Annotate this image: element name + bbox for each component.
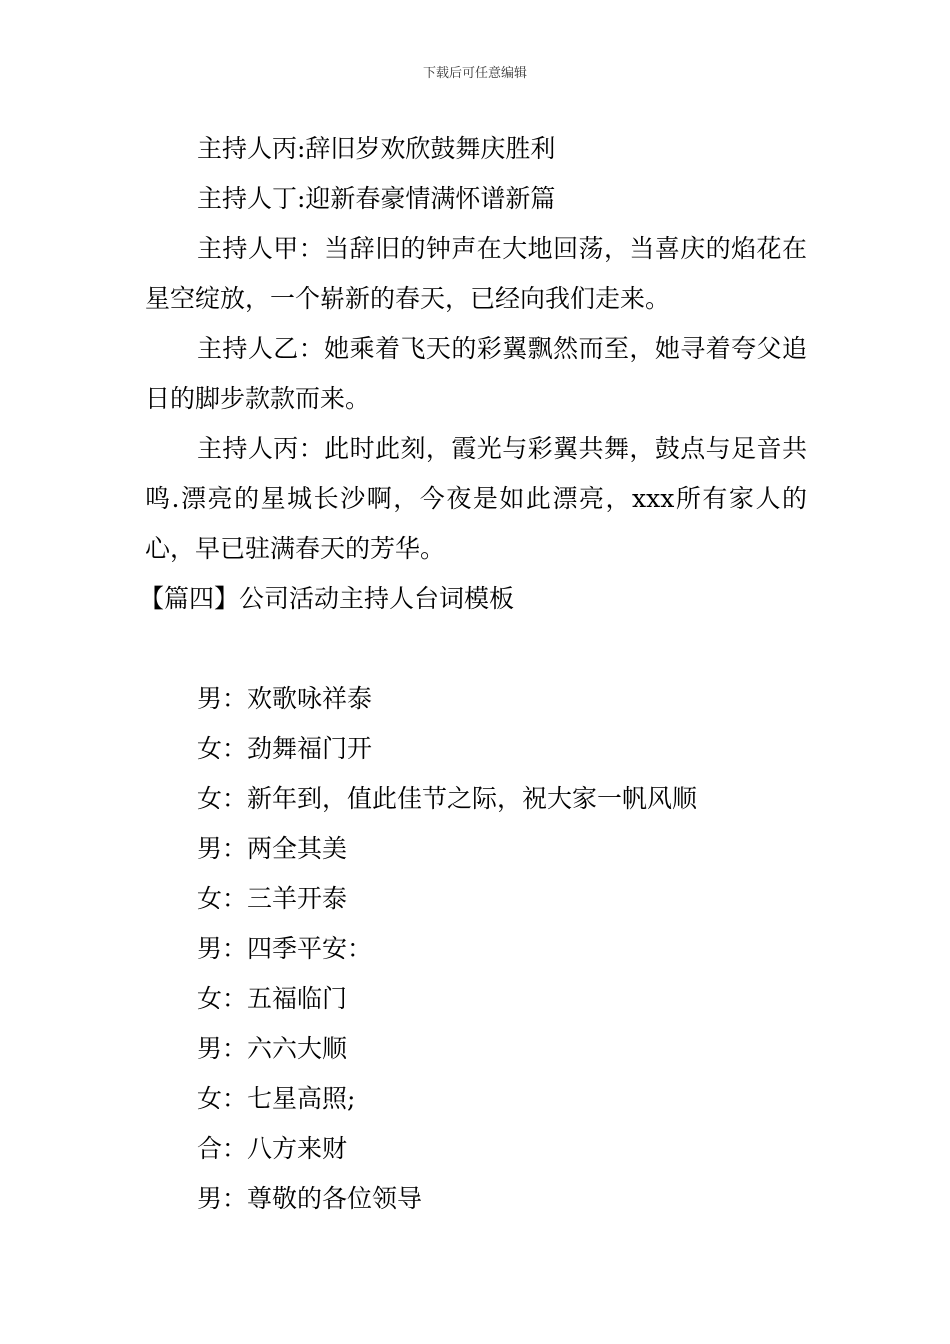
- page-header: 下载后可任意编辑: [422, 66, 527, 81]
- section-title: 【篇四】公司活动主持人台词模板: [139, 584, 515, 613]
- dialogue-line: 女：三羊开泰: [197, 884, 348, 913]
- dialogue-line: 男：四季平安：: [197, 934, 373, 963]
- blank-line: [145, 624, 807, 674]
- dialogue-line: 女：新年到，值此佳节之际，祝大家一帆风顺: [197, 784, 698, 813]
- dialogue-line: 女：五福临门: [197, 984, 348, 1013]
- paragraph-host-bing-1: 主持人丙:辞旧岁欢欣鼓舞庆胜利: [197, 134, 556, 163]
- dialogue-line: 合：八方来财: [197, 1134, 348, 1163]
- dialogue-line: 女：劲舞福门开: [197, 734, 373, 763]
- paragraph-host-yi: 主持人乙：她乘着飞天的彩翼飘然而至，她寻着夸父追日的脚步款款而来。: [145, 334, 807, 413]
- dialogue-line: 男：欢歌咏祥泰: [197, 684, 373, 713]
- paragraph-host-ding: 主持人丁:迎新春豪情满怀谱新篇: [197, 184, 556, 213]
- paragraph-host-bing-2: 主持人丙：此时此刻，霞光与彩翼共舞，鼓点与足音共鸣.漂亮的星城长沙啊，今夜是如此漂亮，xxx所有家人的心，早已驻满春天的芳华。: [145, 434, 807, 563]
- paragraph-host-jia: 主持人甲：当辞旧的钟声在大地回荡，当喜庆的焰花在星空绽放，一个崭新的春天，已经向我们走来。: [145, 234, 807, 313]
- dialogue-line: 男：两全其美: [197, 834, 348, 863]
- dialogue-line: 男：六六大顺: [197, 1034, 348, 1063]
- document-body: [139, 124, 807, 1224]
- dialogue-line: 男：尊敬的各位领导: [197, 1184, 423, 1213]
- dialogue-line: 女：七星高照;: [197, 1084, 356, 1113]
